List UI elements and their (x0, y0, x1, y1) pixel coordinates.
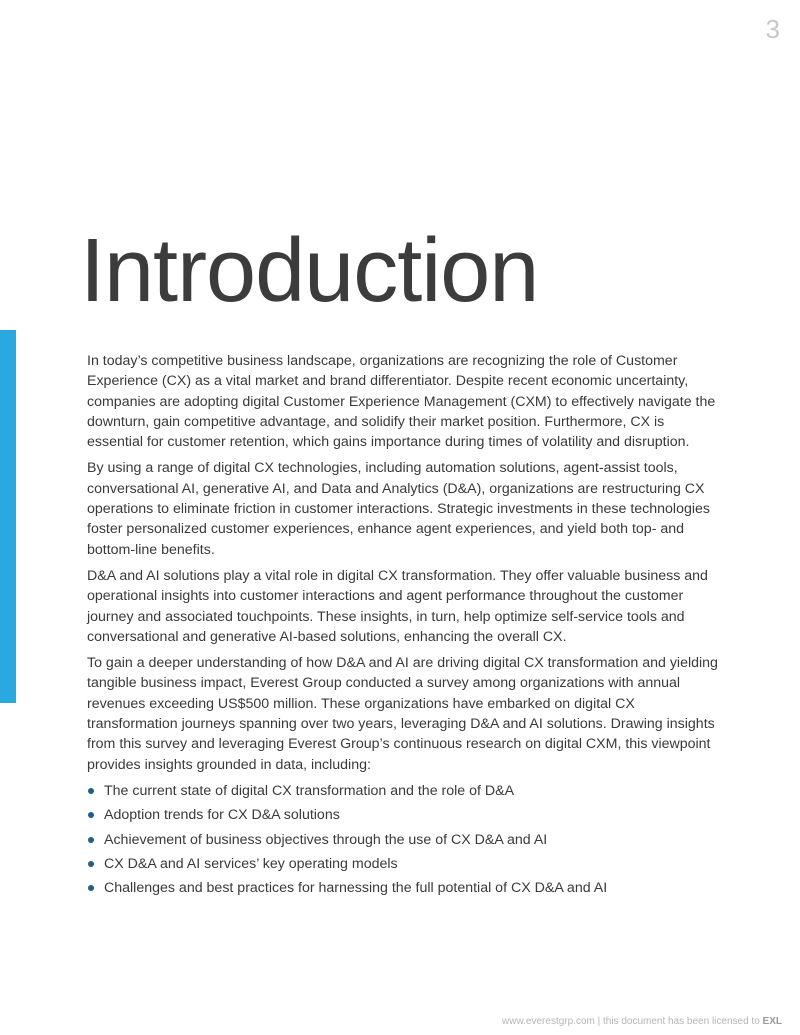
paragraph: In today’s competitive business landscape, organizations are recognizing the role of Customer Experience (CX) as a vital market and brand differentiator. Despite recent economic uncertainty, companies are adopting digital Customer Experience Management (CXM) to effectively navigate the downturn, gain competitive advantage, and solidify their market position. Furthermore, CX is essential for customer retention, which gains importance during times of volatility and disruption. (87, 353, 716, 451)
bullet-icon (88, 885, 94, 891)
list-item-text: CX D&A and AI services’ key operating models (104, 855, 398, 872)
paragraph: By using a range of digital CX technologies, including automation solutions, agent-assist tools, conversational AI, generative AI, and Data and Analytics (D&A), organizations are restructuring CX operations to eliminate friction in customer interactions. Strategic investments in these technologies foster personalized customer experiences, enhance agent experiences, and yield both top- and bottom-line benefits. (87, 460, 710, 558)
footer-licensee: EXL (762, 1016, 782, 1027)
list-item (87, 781, 719, 801)
bullet-list (87, 781, 719, 898)
list-item-text: The current state of digital CX transformation and the role of D&A (104, 782, 515, 799)
bullet-icon (88, 837, 94, 843)
list-item-text: Adoption trends for CX D&A solutions (104, 807, 340, 824)
paragraph: To gain a deeper understanding of how D&A and AI are driving digital CX transformation and yielding tangible business impact, Everest Group conducted a survey among organizations with annual revenues exceeding US$500 million. These organizations have embarked on digital CX transformation journeys spanning over two years, leveraging D&A and AI solutions. Drawing insights from this survey and leveraging Everest Group’s continuous research on digital CXM, this viewpoint provides insights grounded in data, including: (87, 655, 718, 773)
body-content (87, 351, 719, 902)
accent-bar (0, 330, 16, 703)
list-item (87, 878, 719, 898)
page-number: 3 (765, 14, 780, 44)
footer-text: www.everestgrp.com | this document has been licensed to (502, 1016, 763, 1027)
footer (502, 1016, 782, 1027)
list-item (87, 805, 719, 825)
list-item-text: Challenges and best practices for harnessing the full potential of CX D&A and AI (104, 880, 608, 897)
bullet-icon (88, 812, 94, 818)
list-item-text: Achievement of business objectives through the use of CX D&A and AI (104, 831, 548, 848)
bullet-icon (88, 788, 94, 794)
list-item (87, 854, 719, 874)
list-item (87, 830, 719, 850)
bullet-icon (88, 861, 94, 867)
page-title: Introduction (80, 221, 539, 321)
paragraph: D&A and AI solutions play a vital role in digital CX transformation. They offer valuable business and operational insights into customer interactions and agent performance throughout the customer journey and associated touchpoints. These insights, in turn, help optimize self-service tools and conversational and generative AI-based solutions, enhancing the overall CX. (87, 567, 708, 645)
